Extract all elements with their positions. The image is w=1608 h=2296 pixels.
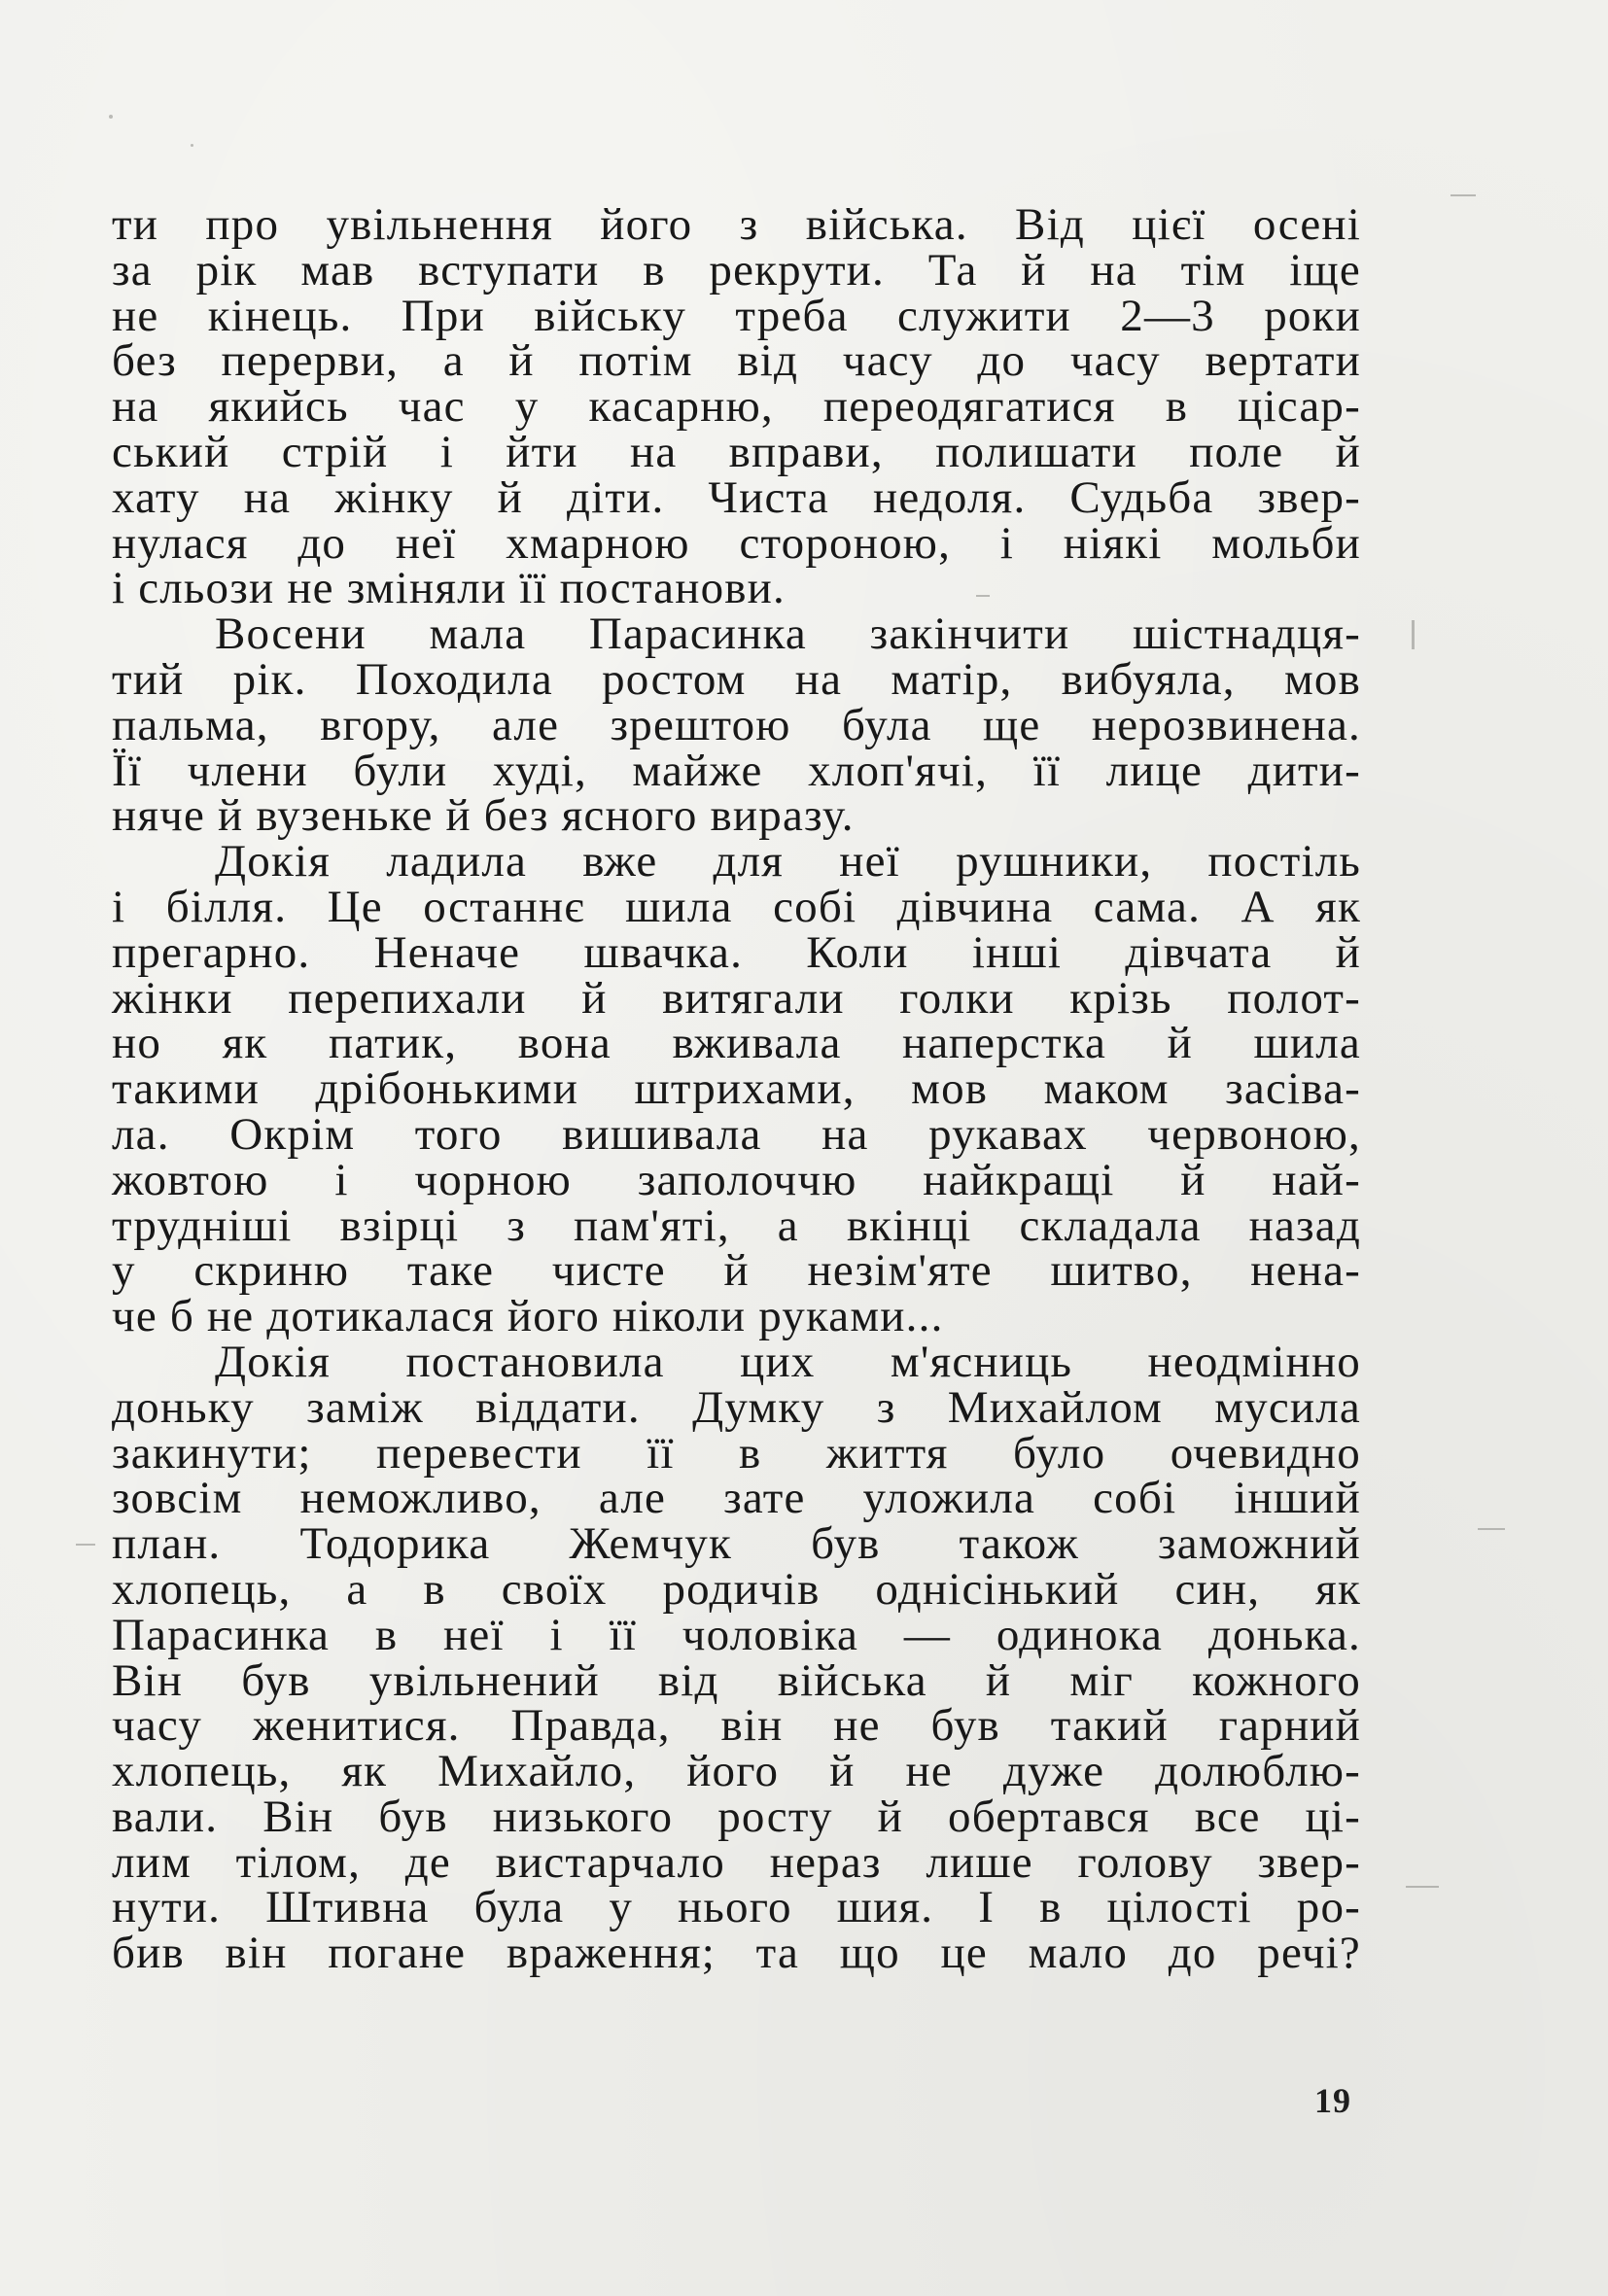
text-line: Восени мала Парасинка закінчити шістнадця-: [215, 609, 1361, 660]
text-line: ти про увільнення його з війська. Від цієї осені: [112, 199, 1361, 250]
paper-speck: [109, 115, 113, 119]
text-line: зовсім неможливо, але зате уложила собі інший: [112, 1473, 1361, 1524]
paper-speck: [1406, 1886, 1439, 1888]
text-line: хату на жінку й діти. Чиста недоля. Судьба звер-: [112, 471, 1361, 523]
page-number: 19: [1314, 2081, 1351, 2120]
text-line: Докія постановила цих м'ясниць неодмінно: [215, 1336, 1361, 1387]
text-line: на якийсь час у касарню, переодягатися в цісар-: [112, 381, 1361, 433]
paragraph-4: [112, 1336, 1361, 1979]
text-line: за рік мав вступати в рекрути. Та й на тім іще: [112, 244, 1361, 296]
text-line: трудніші взірці з пам'яті, а вкінці складала назад: [112, 1200, 1361, 1251]
text-line: ський стрій і йти на вправи, полишати поле й: [112, 426, 1361, 477]
paragraph-2: [112, 609, 1361, 842]
text-line: вали. Він був низького росту й обертався все ці-: [112, 1791, 1361, 1842]
text-line: план. Тодорика Жемчук був також заможний: [112, 1518, 1361, 1570]
text-line: нути. Штивна була у нього шия. І в цілості ро-: [112, 1882, 1361, 1933]
text-line: доньку заміж віддати. Думку з Михайлом мусила: [112, 1381, 1361, 1433]
text-line: пальма, вгору, але зрештою була ще нерозвинена.: [112, 699, 1361, 750]
text-line: но як патик, вона вживала наперстка й шила: [112, 1018, 1361, 1069]
text-line: тий рік. Походила ростом на матір, вибуяла, мов: [112, 653, 1361, 705]
paper-speck: [1412, 620, 1415, 649]
text-line: Парасинка в неї і її чоловіка — одинока донька.: [112, 1609, 1361, 1660]
text-line: хлопець, а в своїх родичів однісінький син, як: [112, 1563, 1361, 1615]
text-line: хлопець, як Михайло, його й не дуже долюблю-: [112, 1746, 1361, 1797]
text-line: часу женитися. Правда, він не був такий гарний: [112, 1700, 1361, 1752]
paper-speck: [1451, 194, 1476, 196]
paragraph-3: [112, 836, 1361, 1342]
paper-speck: [76, 1544, 95, 1546]
text-line: Докія ладила вже для неї рушники, постіль: [215, 836, 1361, 887]
text-line: і білля. Це останнє шила собі дівчина сама. А як: [112, 881, 1361, 932]
text-line: закинути; перевести її в життя було очевидно: [112, 1427, 1361, 1478]
text-line: няче й вузеньке й без ясного виразу.: [112, 790, 855, 842]
text-line: ла. Окрім того вишивала на рукавах червоною,: [112, 1108, 1361, 1160]
body-text: [112, 199, 1361, 1979]
text-line: лим тілом, де вистарчало нераз лише голову звер-: [112, 1836, 1361, 1888]
text-line: Її члени були худі, майже хлоп'ячі, її лице дити-: [112, 745, 1361, 796]
paper-speck: [1478, 1528, 1505, 1530]
text-line: че б не дотикалася його ніколи руками...: [112, 1291, 944, 1342]
text-line: бив він погане враження; та що це мало до речі?: [112, 1928, 1361, 1979]
text-line: жінки перепихали й витягали голки крізь полот-: [112, 972, 1361, 1024]
text-line: прегарно. Неначе швачка. Коли інші дівчата й: [112, 926, 1361, 978]
text-line: жовтою і чорною заполоччю найкращі й най-: [112, 1154, 1361, 1205]
text-line: нулася до неї хмарною стороною, і ніякі мольби: [112, 517, 1361, 569]
text-line: такими дрібонькими штрихами, мов маком засіва-: [112, 1063, 1361, 1115]
text-line: у скриню таке чисте й незім'яте шитво, нена-: [112, 1245, 1361, 1297]
text-line: Він був увільнений від війська й міг кожного: [112, 1654, 1361, 1706]
paragraph-1: [112, 199, 1361, 614]
text-line: без перерви, а й потім від часу до часу вертати: [112, 335, 1361, 387]
text-line: не кінець. При війську треба служити 2—3 роки: [112, 290, 1361, 341]
text-line: і сльози не зміняли її постанови.: [112, 563, 786, 614]
paper-speck: [191, 144, 193, 147]
